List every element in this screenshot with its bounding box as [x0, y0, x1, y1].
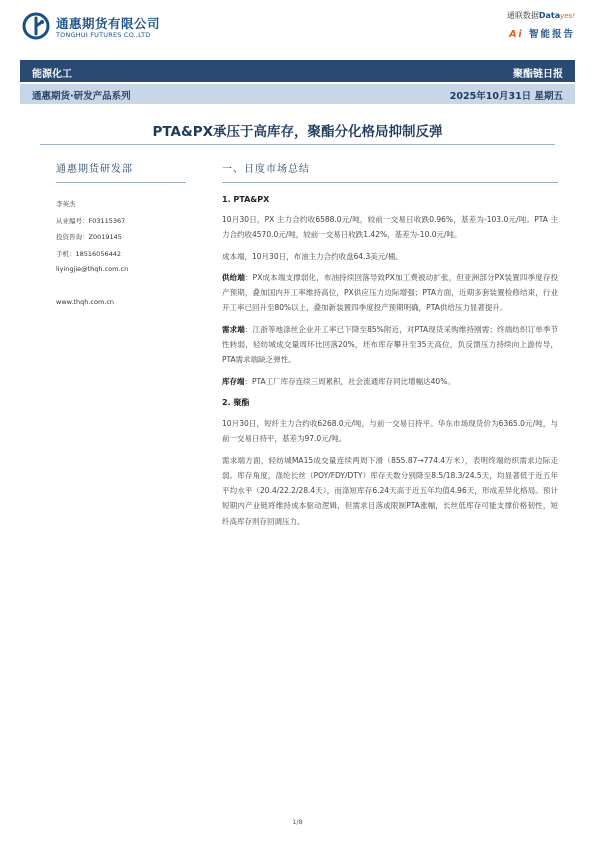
- brand-ai-report: [455, 26, 575, 40]
- demand-paragraph: [222, 322, 558, 368]
- brand-prefix: 通联数据: [506, 11, 539, 20]
- author-phone: 手机：18516056442: [56, 249, 121, 258]
- category-band: [20, 60, 575, 82]
- series-label: 通惠期货·研发产品系列: [32, 91, 131, 102]
- company-logo-icon: [22, 12, 50, 40]
- brand-data: Data: [538, 11, 561, 20]
- company-name-en: TONGHUI FUTURES CO.,LTD: [56, 31, 151, 39]
- category-label: 能源化工: [32, 69, 72, 80]
- author-name: 李英杰: [56, 200, 76, 208]
- ai-report-label: 智能报告: [528, 29, 575, 40]
- demand-text: ：江浙等地涤丝企业开工率已下降至85%附近，对PTA现货采购维持刚需；终端纺织订单季节性转弱，轻纺城成交量周环比回落20%，坯布库存攀升至35天高位，负反馈压力持续向上游传导，PTA需求端缺乏弹性。: [222, 324, 558, 365]
- brand-block: [455, 10, 575, 46]
- author-license: 从业编号：F03115367: [56, 216, 126, 225]
- ai-mark: Ai: [509, 29, 524, 40]
- supply-label: 供给端: [222, 272, 246, 282]
- pta-heading: 1. PTA&PX: [222, 195, 270, 204]
- stock-paragraph: [222, 374, 558, 389]
- main-content: [222, 160, 558, 535]
- report-type-label: 聚酯链日报: [513, 69, 563, 80]
- demand-label: 需求端: [222, 324, 245, 334]
- cost-paragraph: 成本端，10月30日，布油主力合约收盘64.3美元/桶。: [222, 251, 403, 261]
- pta-price-paragraph: 10月30日，PX 主力合约收6588.0元/吨，较前一交易日收跌0.96%，基差为-103.0元/吨。PTA 主力合约收4570.0元/吨，较前一交易日收跌1.42%，基差为-10.0元/吨。: [222, 215, 558, 240]
- report-date: 2025年10月31日 星期五: [449, 91, 563, 102]
- company-logo: [22, 10, 222, 46]
- title-divider: [40, 144, 555, 145]
- author-advisory: 投资咨询：Z0019145: [56, 233, 122, 241]
- report-title: PTA&PX承压于高库存，聚酯分化格局抑制反弹: [152, 124, 443, 140]
- sidebar-spacer: [56, 282, 186, 299]
- polyester-demand-paragraph: 需求端方面，轻纺城MA15成交量连续两周下滑（855.87→774.4万米），表明终端纺织需求边际走弱。库存角度，涤纶长丝（POY/FDY/DTY）库存天数分别降至8.5/18.3/24.5天，均显著低于近五年平均水平（20.4/22.2/28.4天），而涤短库存6.24天高于近五年均值4.96天，形成差异化格局。预计短期内产业链将维持成本驱动逻辑，但需求目落或限制PTA涨幅，长丝低库存可能支撑价格韧性，短纤高库存则存回调压力。: [222, 455, 558, 526]
- author-email[interactable]: liyingjie@thqh.com.cn: [56, 265, 129, 273]
- company-name-cn: 通惠期货有限公司: [56, 16, 161, 31]
- polyester-heading: 2. 聚酯: [222, 397, 250, 407]
- brand-tagline: [455, 10, 575, 21]
- stock-text: ：PTA工厂库存连续三周累积，社会流通库存同比增幅达40%。: [244, 376, 455, 386]
- author-sidebar: [56, 160, 186, 315]
- company-website-link[interactable]: www.thqh.com.cn: [56, 298, 115, 306]
- brand-yes: yes!: [560, 12, 575, 20]
- supply-paragraph: [222, 270, 558, 316]
- series-band: [20, 84, 575, 104]
- stock-label: 库存端: [222, 376, 245, 386]
- supply-text: ：PX成本端支撑弱化，布油持续回落导致PX加工费被动扩张，但亚洲部分PX装置四季度存投产预期，叠加国内开工率维持高位，PX供应压力边际增强；PTA方面，近期多套装置检修结束，行业开工率已回升至80%以上，叠加新装置四季度投产预期明确，PTA供给压力显著提升。: [222, 272, 559, 313]
- page-number: 1/8: [292, 818, 303, 826]
- sidebar-heading: 通惠期货研发部: [56, 160, 186, 183]
- polyester-price-paragraph: 10月30日，短纤主力合约收6268.0元/吨，与前一交易日持平。华东市场现货价为6365.0元/吨，与前一交易日持平，基差为97.0元/吨。: [222, 418, 558, 444]
- section-heading: 一、日度市场总结: [222, 160, 558, 183]
